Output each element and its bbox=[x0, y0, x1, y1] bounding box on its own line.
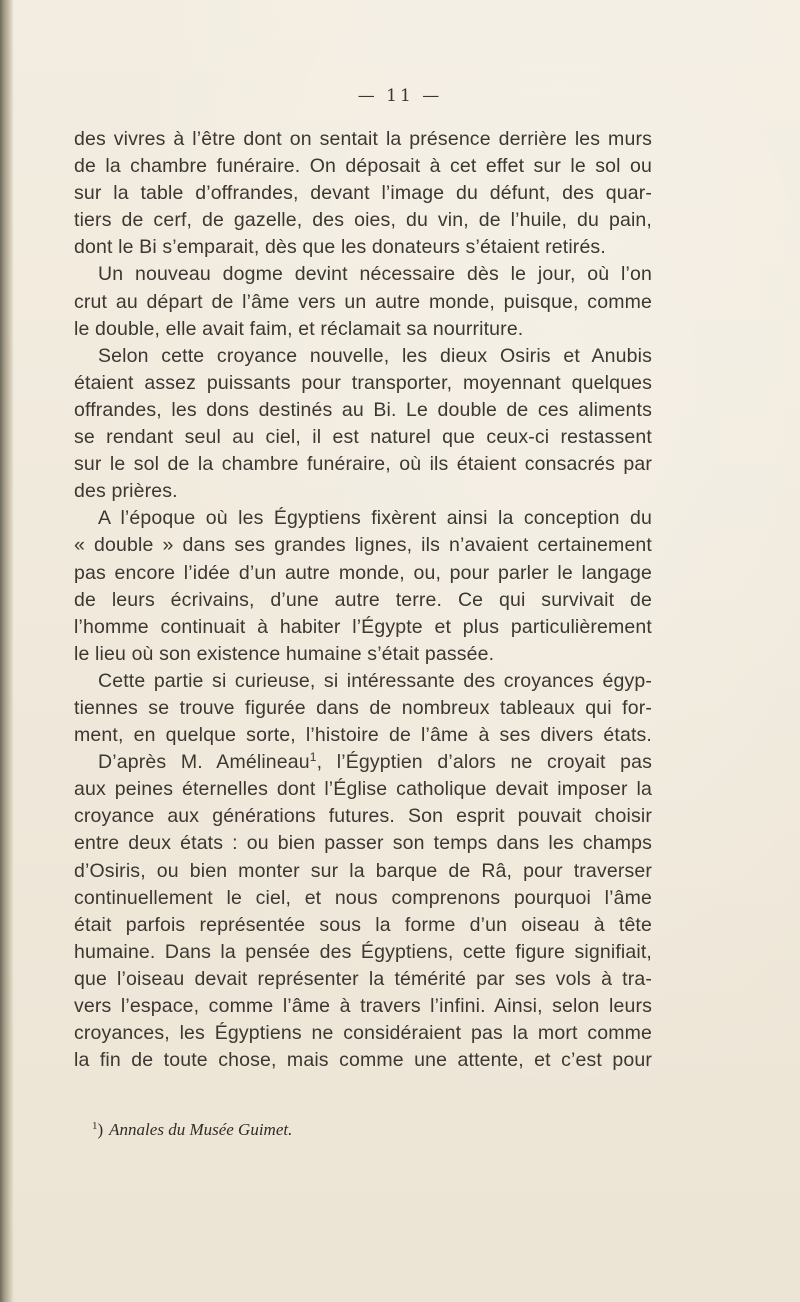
text-line: tiennes se trouve figurée dans de nombreux tableaux qui for- bbox=[74, 696, 652, 719]
text-line: offrandes, les dons destinés au Bi. Le double de ces aliments bbox=[74, 398, 652, 421]
body-text bbox=[74, 126, 652, 1074]
text-line: pas encore l’idée d’un autre monde, ou, pour parler le langage bbox=[74, 561, 652, 584]
footnote-reference: 1 bbox=[309, 750, 317, 765]
text-line: sur la table d’offrandes, devant l’image du défunt, des quar- bbox=[74, 182, 652, 205]
text-line: des vivres à l’être dont on sentait la présence derrière les murs bbox=[74, 128, 652, 150]
text-line: croyances, les Égyptiens ne considéraient pas la mort comme bbox=[74, 1022, 652, 1045]
text-line: se rendant seul au ciel, il est naturel que ceux-ci restassent bbox=[74, 426, 652, 449]
text-line: croyance aux générations futures. Son esprit pouvait choisir bbox=[74, 805, 652, 828]
text-line bbox=[74, 749, 652, 776]
footnote-number: 1 bbox=[92, 1120, 98, 1132]
footnote-paren: ) bbox=[97, 1120, 104, 1139]
text-line: vers l’espace, comme l’âme à travers l’infini. Ainsi, selon leurs bbox=[74, 995, 652, 1017]
footnote-text: Annales du Musée Guimet. bbox=[109, 1120, 293, 1139]
text-line: Selon cette croyance nouvelle, les dieux Osiris et Anubis bbox=[98, 344, 652, 367]
text-fragment: D’après M. Amélineau bbox=[98, 751, 310, 774]
text-line: des prières. bbox=[74, 480, 178, 503]
text-line: le lieu où son existence humaine s’était passée. bbox=[74, 642, 495, 665]
text-line: tiers de cerf, de gazelle, des oies, du vin, de l’huile, du pain, bbox=[74, 209, 652, 232]
text-line: aux peines éternelles dont l’Église catholique devait imposer la bbox=[74, 778, 652, 801]
text-line: continuellement le ciel, et nous comprenons pourquoi l’âme bbox=[74, 886, 652, 909]
page-number: — 11 — bbox=[357, 86, 443, 106]
text-fragment: , l’Égyptien d’alors ne croyait pas bbox=[316, 751, 652, 774]
text-line: dont le Bi s’emparait, dès que les donateurs s’étaient retirés. bbox=[74, 236, 606, 259]
text-line: la fin de toute chose, mais comme une attente, et c’est pour bbox=[74, 1049, 652, 1072]
text-line: étaient assez puissants pour transporter, moyennant quelques bbox=[74, 371, 652, 394]
text-line: « double » dans ses grandes lignes, ils n’avaient certainement bbox=[74, 534, 652, 557]
text-line: de leurs écrivains, d’une autre terre. Ce qui survivait de bbox=[74, 588, 652, 611]
text-line: de la chambre funéraire. On déposait à cet effet sur le sol ou bbox=[74, 155, 652, 178]
text-line: crut au départ de l’âme vers un autre monde, puisque, comme bbox=[74, 290, 652, 313]
text-line: A l’époque où les Égyptiens fixèrent ainsi la conception du bbox=[98, 507, 652, 530]
text-line: ment, en quelque sorte, l’histoire de l’âme à ses divers états. bbox=[74, 724, 652, 747]
text-line: Un nouveau dogme devint nécessaire dès le jour, où l’on bbox=[98, 263, 652, 286]
page-binding-edge bbox=[0, 0, 14, 1302]
text-line: Cette partie si curieuse, si intéressante des croyances égyp- bbox=[98, 669, 652, 692]
text-line: le double, elle avait faim, et réclamait sa nourriture. bbox=[74, 317, 524, 340]
text-line: l’homme continuait à habiter l’Égypte et plus particulièrement bbox=[74, 615, 652, 638]
text-line: entre deux états : ou bien passer son temps dans les champs bbox=[74, 832, 652, 855]
text-line: sur le sol de la chambre funéraire, où ils étaient consacrés par bbox=[74, 453, 652, 476]
text-line: d’Osiris, ou bien monter sur la barque de Râ, pour traverser bbox=[74, 859, 652, 882]
footnote-marker bbox=[92, 1120, 103, 1139]
text-line: que l’oiseau devait représenter la témérité par ses vols à tra- bbox=[74, 967, 652, 990]
text-line: humaine. Dans la pensée des Égyptiens, cette figure signifiait, bbox=[74, 940, 652, 963]
footnote bbox=[92, 1120, 292, 1140]
text-line: était parfois représentée sous la forme d’un oiseau à tête bbox=[74, 913, 652, 936]
